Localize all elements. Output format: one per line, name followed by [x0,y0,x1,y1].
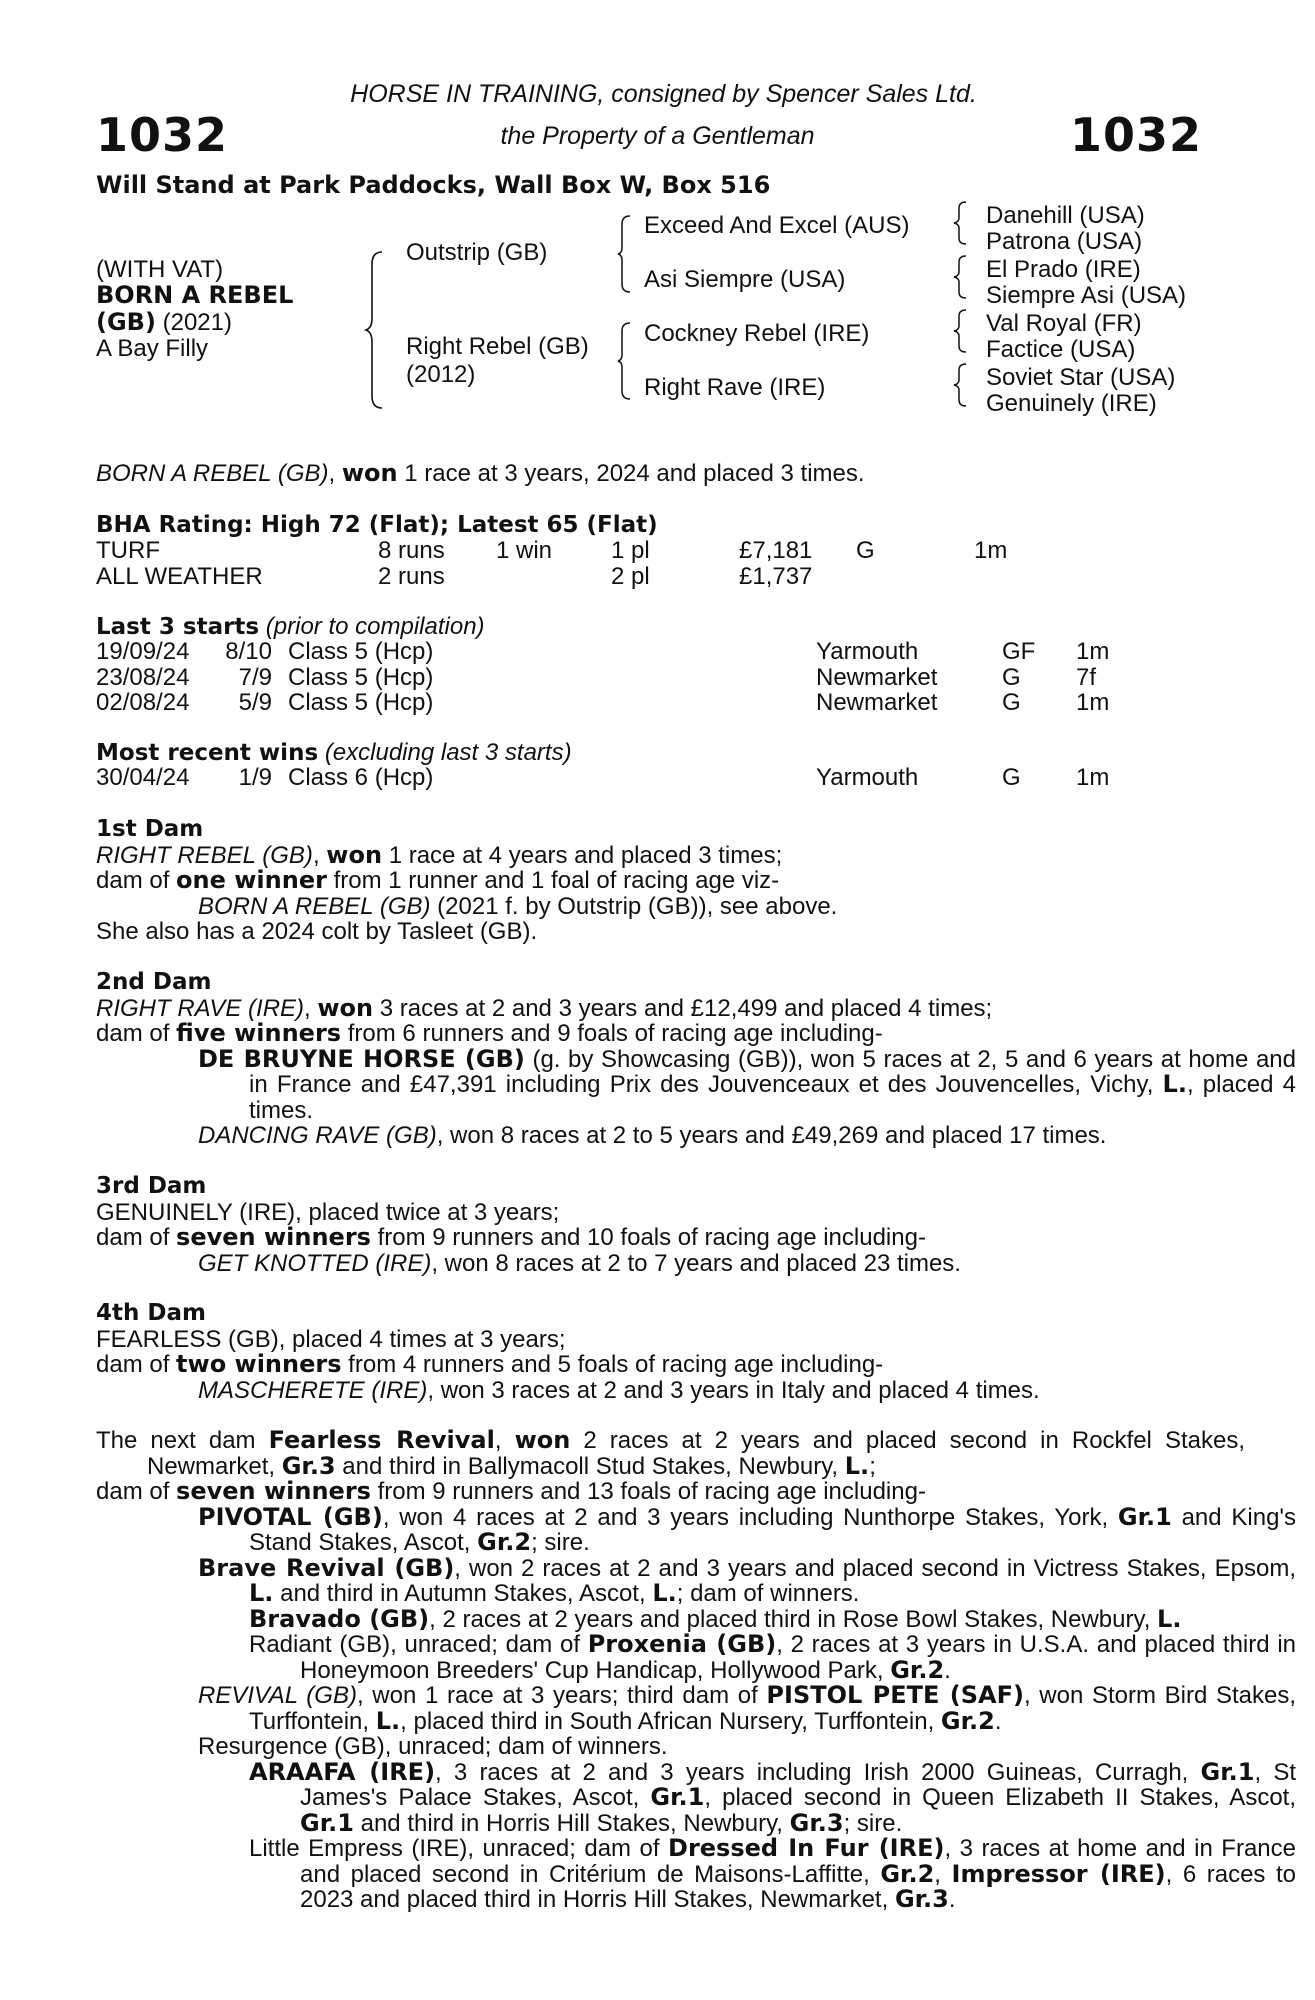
third-dam-section [96,1174,961,1276]
text: dam of [96,1020,177,1047]
cell-distance: 1m [1076,689,1110,716]
text: The next dam [96,1427,269,1454]
text: 3 races at 2 and 3 years and £12,499 and placed 4 times; [373,994,993,1022]
pedigree-gen3-6: Factice (USA) [986,336,1136,363]
cell-position: 8/10 [225,638,272,665]
grade: Gr.1 [300,1808,354,1837]
fourth-dam-section [96,1301,1040,1403]
grade: Gr.2 [477,1528,532,1556]
property-line: the Property of a Gentleman [500,122,815,150]
produce-name: Brave Revival (GB) [198,1553,455,1582]
grade: L. [652,1579,677,1607]
pedigree-dam: Right Rebel (GB) [406,333,589,360]
produce-name: PISTOL PETE (SAF) [766,1681,1024,1709]
third-dam-line1: GENUINELY (IRE), placed twice at 3 years; [96,1198,560,1226]
grade: Gr.1 [650,1783,705,1811]
cell-runs: 8 runs [378,537,445,564]
dam-name: RIGHT REBEL (GB) [96,841,313,869]
third-dam-line2 [96,1225,961,1251]
produce-name: PIVOTAL (GB) [198,1502,383,1531]
cell-date: 02/08/24 [96,689,190,716]
summary-won: won [341,459,398,487]
pedigree-dam-dam: Right Rave (IRE) [644,374,826,401]
first-dam-line4: She also has a 2024 colt by Tasleet (GB). [96,918,538,945]
grade: Gr.1 [1117,1502,1172,1531]
grade: Gr.1 [1200,1757,1255,1786]
cell-distance: 1m [974,537,1008,564]
first-dam-line1 [96,840,837,869]
text: and third in Autumn Stakes, Ascot, [273,1580,653,1607]
produce-name: ARAAFA (IRE) [249,1757,436,1786]
cell-distance: 1m [1076,638,1110,665]
produce-bravado [96,1604,1296,1633]
pedigree-gen3-4: Siempre Asi (USA) [986,282,1187,309]
next-dam-section [96,1428,1296,1913]
text: from 1 runner and 1 foal of racing age viz- [326,867,780,894]
dam-name: RIGHT RAVE (IRE) [96,994,305,1022]
text: from 9 runners and 10 foals of racing age including- [370,1224,926,1251]
won-label: won [514,1426,571,1454]
grade: L. [1162,1070,1187,1098]
won-label: won [326,840,383,869]
produce-name: Proxenia (GB) [587,1630,777,1658]
cell-going: GF [1002,638,1036,665]
cell-going: G [1002,764,1021,791]
next-dam-produce-line [96,1479,1296,1505]
cell-position: 7/9 [238,663,272,691]
text: ; sire. [531,1529,590,1556]
grade: Gr.2 [880,1859,935,1888]
text: , won 2 races at 2 and 3 years and placed second in Victress Stakes, Epsom, [454,1554,1296,1582]
won-label: won [317,993,374,1022]
pedigree-gen3-8: Genuinely (IRE) [986,390,1157,417]
cell-distance: 1m [1076,764,1110,791]
cell-class: Class 5 (Hcp) [288,689,434,716]
grade: L. [1157,1604,1182,1633]
pedigree-brace-dam [616,321,634,401]
produce-name: GET KNOTTED (IRE) [198,1249,432,1277]
second-dam-produce-2 [96,1123,1296,1149]
text: , [494,1427,515,1454]
cell-surface: ALL WEATHER [96,562,263,590]
first-dam-title: 1st Dam [96,816,204,842]
produce-araafa [96,1757,1297,1837]
cell-course: Yarmouth [816,638,919,665]
race-summary: BORN A REBEL (GB), won 1 race at 3 years, 2024 and placed 3 times. [96,459,865,487]
produce-radiant [96,1632,1296,1683]
second-dam-title: 2nd Dam [96,969,212,995]
pedigree-sire-dam: Asi Siempre (USA) [644,266,846,293]
grade: L. [249,1579,274,1607]
text: dam of [96,1224,177,1251]
winners-count: five winners [176,1019,342,1047]
third-dam-produce-1 [96,1251,961,1277]
horse-year: (2021) [162,309,232,336]
text: from 6 runners and 9 foals of racing age including- [341,1020,883,1047]
cell-class: Class 5 (Hcp) [288,663,434,691]
recent-wins-heading [96,739,572,767]
cell-runs: 2 runs [378,562,445,590]
consignor-line: HORSE IN TRAINING, consigned by Spencer Sales Ltd. [350,80,977,108]
pedigree-sire: Outstrip (GB) [406,239,548,266]
cell-going: G [856,537,875,564]
last-starts-heading [96,613,485,641]
first-dam-produce [96,894,837,920]
text: ; sire. [843,1809,903,1837]
pedigree-gen3-1: Danehill (USA) [986,202,1145,229]
grade: Gr.2 [940,1706,995,1735]
stand-location: Will Stand at Park Paddocks, Wall Box W, Box 516 [96,171,771,199]
text: , placed second in Queen Elizabeth II Stakes, Ascot, [704,1784,1297,1811]
second-dam-line1 [96,993,1296,1022]
summary-text: 1 race at 3 years, 2024 and placed 3 times. [404,460,865,487]
winners-count: two winners [176,1350,342,1378]
cell-position: 5/9 [238,689,272,716]
cell-going: G [1002,689,1021,716]
pedigree-brace-sire [616,214,634,294]
text: , 2 races at 3 years in U.S.A. and placed third in Honeymoon Breeders' Cup Handicap, Hollywood Park, [300,1631,1296,1684]
pedigree-gen3-5: Val Royal (FR) [986,310,1142,337]
text: , 6 races to 2023 and placed third in Horris Hill Stakes, Newmarket, [300,1860,1296,1913]
cell-date: 23/08/24 [96,663,190,691]
second-dam-section [96,970,1296,1149]
winners-count: seven winners [176,1223,371,1251]
produce-brave-revival [96,1553,1296,1607]
text: , won 8 races at 2 to 5 years and £49,269 and placed 17 times. [436,1122,1107,1149]
grade: Gr.3 [789,1808,844,1837]
horse-description: A Bay Filly [96,335,209,362]
text: from 4 runners and 5 foals of racing age including- [341,1351,884,1378]
bha-rating-title: BHA Rating: High 72 (Flat); Latest 65 (Flat) [96,512,658,538]
text: , 3 races at 2 and 3 years including Irish 2000 Guineas, Curragh, [435,1758,1201,1786]
horse-origin [96,308,232,337]
grade: Gr.3 [894,1885,949,1913]
horse-country: (GB) [96,308,156,336]
produce-name: DANCING RAVE (GB) [198,1122,437,1149]
dam-name: Fearless Revival [268,1426,495,1454]
text: , placed 4 times. [249,1071,1297,1124]
grade: L. [844,1451,870,1480]
produce-name: Bravado (GB) [249,1604,430,1633]
first-dam-section [96,817,837,945]
produce-revival [96,1683,1296,1734]
last-starts-title: Last 3 starts [96,614,260,640]
winners-count: seven winners [176,1477,371,1505]
cell-course: Yarmouth [816,764,919,791]
fourth-dam-produce-1 [96,1378,1040,1404]
pedigree-sire-sire: Exceed And Excel (AUS) [644,212,910,239]
grade: L. [375,1706,401,1735]
cell-prize: £1,737 [739,562,813,590]
text: , [304,994,318,1022]
grade: Gr.2 [890,1655,945,1684]
horse-name: BORN A REBEL [96,281,294,309]
text: (2021 f. by Outstrip (GB)), see above. [430,892,838,920]
text: ; dam of winners. [676,1580,860,1607]
cell-placed: 2 pl [611,562,650,590]
grade: Gr.3 [281,1451,336,1480]
text: . [948,1886,956,1913]
text: (g. by Showcasing (GB)), won 5 races at 2, 5 and 6 years at home and in France and £47,391 including Prix des Jouvenceaux et des Jouvencelles, Vichy, [249,1045,1296,1098]
produce-pivotal [96,1502,1296,1556]
fourth-dam-line1: FEARLESS (GB), placed 4 times at 3 years; [96,1325,566,1353]
text: dam of [96,1478,177,1505]
text: 1 race at 4 years and placed 3 times; [382,841,783,869]
produce-name: Impressor (IRE) [951,1859,1166,1888]
text: and third in Horris Hill Stakes, Newbury, [353,1809,790,1837]
text: , won 4 races at 2 and 3 years including Nunthorpe Stakes, York, [382,1503,1118,1531]
text: , [312,841,327,869]
cell-course: Newmarket [816,663,938,691]
produce-resurgence: Resurgence (GB), unraced; dam of winners. [198,1733,668,1760]
second-dam-line2 [96,1021,1296,1047]
recent-wins-note: (excluding last 3 starts) [324,739,572,766]
cell-distance: 7f [1076,663,1097,691]
fourth-dam-title: 4th Dam [96,1300,206,1326]
cell-class: Class 5 (Hcp) [288,638,434,665]
text: dam of [96,867,177,894]
cell-going: G [1002,663,1021,691]
pedigree-dam-year: (2012) [406,361,476,388]
text: , won 3 races at 2 and 3 years in Italy and placed 4 times. [427,1376,1040,1404]
text: ; [869,1452,876,1480]
text: 2 races at 2 years and placed second in Rockfel Stakes, Newmarket, [147,1427,1245,1480]
text: , 2 races at 2 years and placed third in Rose Bowl Stakes, Newbury, [429,1605,1158,1633]
last-starts-note: (prior to compilation) [265,613,485,640]
produce-name: MASCHERETE (IRE) [198,1376,428,1404]
produce-name: DE BRUYNE HORSE (GB) [198,1044,525,1073]
cell-date: 30/04/24 [96,764,190,791]
vat-note: (WITH VAT) [96,256,224,283]
produce-name: REVIVAL (GB) [198,1682,357,1709]
text: , won 8 races at 2 to 7 years and placed 23 times. [431,1249,961,1277]
produce-name: BORN A REBEL (GB) [198,892,431,920]
pedigree-gen3-3: El Prado (IRE) [986,256,1141,283]
summary-horse: BORN A REBEL (GB) [96,460,329,487]
cell-surface: TURF [96,537,160,564]
first-dam-line2 [96,868,837,894]
text: , [934,1860,952,1888]
text: , won Storm Bird Stakes, Turffontein, [249,1682,1297,1735]
cell-wins: 1 win [496,537,553,564]
text: from 9 runners and 13 foals of racing age including- [370,1478,926,1505]
cell-class: Class 6 (Hcp) [288,764,434,791]
text: , St James's Palace Stakes, Ascot, [300,1758,1297,1811]
produce-little-empress [96,1836,1296,1913]
produce-name: Dressed In Fur (IRE) [668,1834,945,1862]
text: . [994,1707,1002,1735]
pedigree-dam-sire: Cockney Rebel (IRE) [644,320,870,347]
second-dam-produce-1 [96,1044,1297,1124]
text: , 3 races at home and in France and placed second in Critérium de Maisons-Laffitte, [300,1835,1296,1888]
text: , placed third in South African Nursery, Turffontein, [400,1707,941,1735]
pedigree-gen3-7: Soviet Star (USA) [986,364,1176,391]
cell-position: 1/9 [238,764,272,791]
text: and King's Stand Stakes, Ascot, [249,1503,1296,1556]
text: dam of [96,1351,177,1378]
text: Little Empress (IRE), unraced; dam of [249,1835,669,1862]
text: and third in Ballymacoll Stud Stakes, Newbury, [335,1452,845,1480]
winners-count: one winner [176,866,327,894]
text: , won 1 race at 3 years; third dam of [356,1682,767,1709]
cell-course: Newmarket [816,689,938,716]
pedigree-gen3-2: Patrona (USA) [986,228,1143,255]
cell-date: 19/09/24 [96,638,190,665]
cell-prize: £7,181 [739,537,813,564]
next-dam-intro [96,1428,1245,1479]
text: . [944,1656,951,1684]
fourth-dam-line2 [96,1352,1040,1378]
horse-title [96,282,293,309]
cell-placed: 1 pl [611,537,650,564]
text: Radiant (GB), unraced; dam of [249,1631,588,1658]
third-dam-title: 3rd Dam [96,1173,207,1199]
recent-wins-title: Most recent wins [96,740,319,766]
lot-number-right: 1032 [1069,108,1202,162]
pedigree-brace-main [364,250,388,410]
lot-number-left: 1032 [96,108,229,162]
pedigree-brace-gen3 [952,200,970,640]
